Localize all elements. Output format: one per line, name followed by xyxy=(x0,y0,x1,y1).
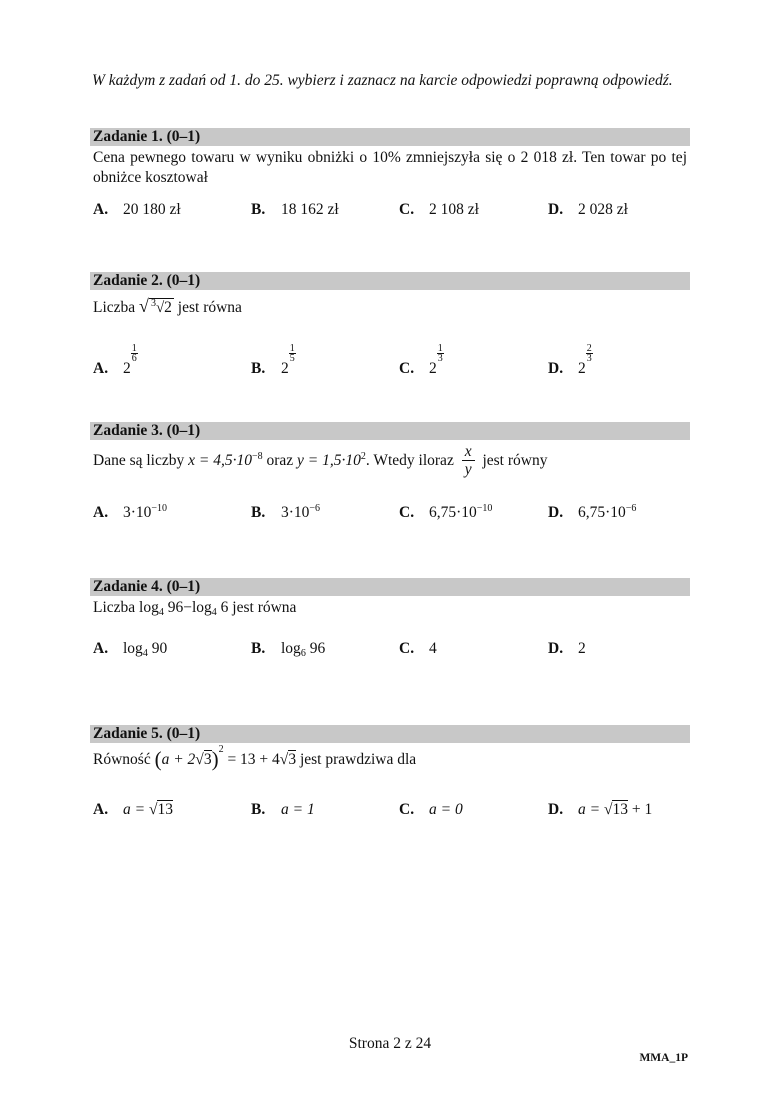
task-1-header: Zadanie 1. (0–1) xyxy=(90,128,690,146)
task-2 xyxy=(90,272,690,318)
task-2-header: Zadanie 2. (0–1) xyxy=(90,272,690,290)
task-3-answer-c[interactable]: C. $6,75\cdot 10^{-10}$ xyxy=(399,503,493,521)
task-3 xyxy=(90,422,690,479)
task-5 xyxy=(90,725,690,770)
task-2-answer-b[interactable]: B. 2 $\frac{1}{5}$ xyxy=(251,343,295,377)
task-5-text: Równość $(a + 2√3)^2 = 13 + 4√3$ jest prawdziwa dla xyxy=(93,744,417,771)
task-3-answer-a[interactable]: A. $3\cdot 10^{-10}$ xyxy=(93,503,168,521)
task-3-answer-d[interactable]: D. $6,75\cdot 10^{-6}$ xyxy=(548,503,637,521)
task-1-answer-a[interactable]: A. 20 180 zł xyxy=(93,201,181,218)
task-1-answer-d[interactable]: D. 2 028 zł xyxy=(548,201,628,218)
task-3-answers xyxy=(93,504,693,530)
task-2-answers xyxy=(93,343,693,377)
task-1-answer-b[interactable]: B. 18 162 zł xyxy=(251,201,339,218)
task-5-answer-d[interactable]: D. a = √13 + 1 xyxy=(548,801,653,818)
task-5-answer-a[interactable]: A. a = √13 xyxy=(93,801,173,818)
task-3-header: Zadanie 3. (0–1) xyxy=(90,422,690,440)
task-1-text: Cena pewnego towaru w wyniku obniżki o 10% zmniejszyła się o 2 018 zł. Ten towar po tej obniżce kosztował xyxy=(93,149,687,186)
task-1 xyxy=(90,128,690,188)
nested-radical: √ $^3$√2 xyxy=(139,296,172,316)
quotient-fraction: $\frac{x}{y}$ xyxy=(462,444,475,479)
task-4-answer-c[interactable]: C. 4 xyxy=(399,640,437,657)
task-3-answer-b[interactable]: B. $3\cdot 10^{-6}$ xyxy=(251,503,321,521)
task-4-answer-a[interactable]: A. $\log_4 90$ xyxy=(93,640,168,659)
task-5-answer-b[interactable]: B. a = 1 xyxy=(251,801,315,818)
task-2-answer-d[interactable]: D. 2 $\frac{2}{3}$ xyxy=(548,343,592,377)
task-1-answer-c[interactable]: C. 2 108 zł xyxy=(399,201,479,218)
task-2-answer-a[interactable]: A. 2 $\frac{1}{6}$ xyxy=(93,343,137,377)
task-4-text: Liczba $\log_4 96-\log_4$ 6 jest równa xyxy=(93,599,297,618)
task-3-text: Dane są liczby $x = 4,5\cdot 10^{-8}$ oraz $y = 1,5\cdot 10^2$. Wtedy iloraz $\frac{x}{y}$ jest równy xyxy=(93,443,548,478)
task-2-answer-c[interactable]: C. 2 $\frac{1}{3}$ xyxy=(399,343,443,377)
exam-code: MMA_1P xyxy=(639,1052,688,1064)
task-5-header: Zadanie 5. (0–1) xyxy=(90,725,690,743)
task-2-text: Liczba √ $^3$√2 jest równa xyxy=(93,296,242,316)
task-5-answers xyxy=(93,801,693,827)
instruction-text: W każdym z zadań od 1. do 25. wybierz i zaznacz na karcie odpowiedzi poprawną odpowiedź. xyxy=(92,72,673,89)
page-number: Strona 2 z 24 xyxy=(348,1035,432,1052)
task-1-answers xyxy=(93,201,693,227)
task-4-answers xyxy=(93,640,693,666)
task-4-answer-b[interactable]: B. $\log_6 96$ xyxy=(251,640,326,659)
task-4-answer-d[interactable]: D. 2 xyxy=(548,640,586,657)
task-4 xyxy=(90,578,690,618)
task-5-answer-c[interactable]: C. a = 0 xyxy=(399,801,463,818)
task-4-header: Zadanie 4. (0–1) xyxy=(90,578,690,596)
